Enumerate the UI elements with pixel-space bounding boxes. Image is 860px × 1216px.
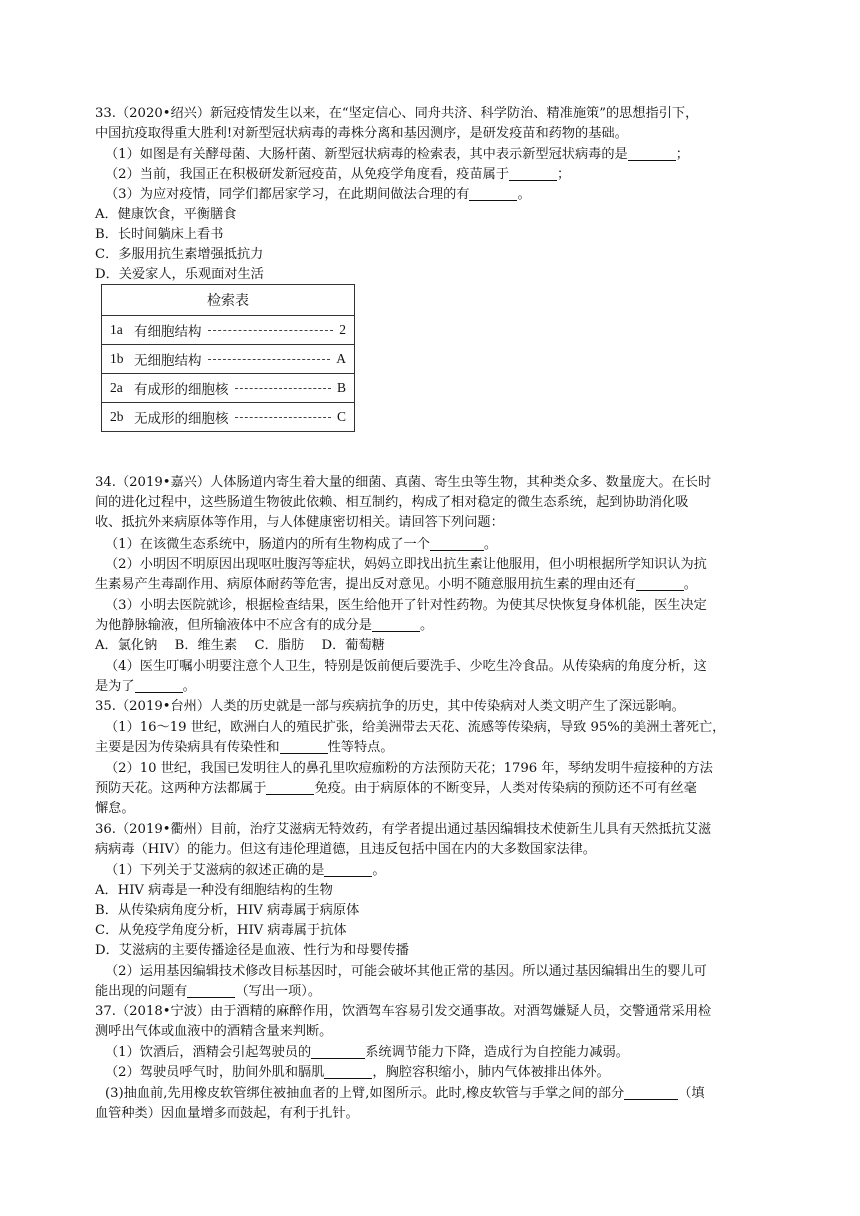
q33-option-c: C．多服用抗生素增强抵抗力	[95, 247, 264, 262]
key-table-row: 2a 有成形的细胞核 B	[102, 374, 355, 403]
q33-stem-line-1: 33.（2020•绍兴）新冠疫情发生以来，在“坚定信心、同舟共济、科学防治、精准施策”的思想指引下，	[95, 106, 699, 121]
q33-sub-1: （1）如图是有关酵母菌、大肠杆菌、新型冠状病毒的检索表，其中表示新型冠状病毒的是 ；	[105, 147, 689, 162]
q35-stem-line-1: 35.（2019•台州）人类的历史就是一部与疾病抗争的历史，其中传染病对人类文明产生了深远影响。	[95, 699, 685, 714]
q36-option-d: D．艾滋病的主要传播途径是血液、性行为和母婴传播	[95, 943, 409, 958]
answer-blank[interactable]	[430, 536, 484, 551]
answer-blank[interactable]	[469, 186, 517, 201]
key-table-title: 检索表	[102, 285, 355, 316]
q36-stem-line-2: 病病毒（HIV）的能力。但这有违伦理道德，且违反包括中国在内的大多数国家法律。	[95, 842, 596, 857]
answer-blank[interactable]	[266, 780, 314, 795]
q37-stem-line-2: 测呼出气体或血液中的酒精含量来判断。	[95, 1024, 333, 1039]
q35-sub-1-cont: 主要是因为传染病具有传染性和 性等特点。	[95, 740, 394, 755]
q34-sub-2-cont: 生素易产生毒副作用、病原体耐药等危害，提出反对意见。小明不随意服用抗生素的理由还有 。	[95, 577, 697, 592]
q34-sub-2: （2）小明因不明原因出现呕吐腹泻等症状，妈妈立即找出抗生素让他服用，但小明根据所学知识认为抗	[105, 557, 707, 572]
q34-sub-3-cont: 为他静脉输液，但所输液体中不应含有的成分是 。	[95, 618, 434, 633]
key-table	[101, 284, 355, 432]
q34-sub-4-cont: 是为了 。	[95, 679, 196, 694]
answer-blank[interactable]	[628, 146, 676, 161]
key-table-row: 1a 有细胞结构 2	[102, 316, 355, 345]
answer-blank[interactable]	[509, 166, 557, 181]
q36-sub-1: （1）下列关于艾滋病的叙述正确的是 。	[105, 863, 386, 878]
q33-sub-2: （2）当前，我国正在积极研发新冠疫苗，从免疫学角度看，疫苗属于 ；	[105, 167, 571, 182]
key-table-row: 2b 无成形的细胞核 C	[102, 403, 355, 432]
answer-blank[interactable]	[324, 862, 372, 877]
q33-sub-3: （3）为应对疫情，同学们都居家学习，在此期间做法合理的有 。	[105, 187, 531, 202]
q33-stem-line-2: 中国抗疫取得重大胜利!对新型冠状病毒的毒株分离和基因测序，是研发疫苗和药物的基础。	[95, 126, 628, 141]
q36-sub-2-cont: 能出现的问题有 （写出一项）。	[95, 984, 322, 999]
q36-sub-2: （2）运用基因编辑技术修改目标基因时，可能会破坏其他正常的基因。所以通过基因编辑出生的婴儿可	[105, 964, 707, 979]
answer-blank[interactable]	[372, 617, 420, 632]
answer-blank[interactable]	[636, 576, 684, 591]
q35-sub-2-end: 懈怠。	[95, 801, 135, 816]
q34-options: A．氯化钠 B．维生素 C．脂肪 D．葡萄糖	[95, 638, 385, 653]
answer-blank[interactable]	[280, 739, 328, 754]
q37-stem-line-1: 37.（2018•宁波）由于酒精的麻醉作用，饮酒驾车容易引发交通事故。对酒驾嫌疑人员，交警通常采用检	[95, 1004, 712, 1019]
q34-stem-line-3: 收、抵抗外来病原体等作用，与人体健康密切相关。请回答下列问题：	[95, 515, 504, 530]
q35-sub-1: （1）16～19 世纪，欧洲白人的殖民扩张，给美洲带去天花、流感等传染病，导致 95%的美洲土著死亡，	[105, 720, 726, 735]
answer-blank[interactable]	[324, 1064, 372, 1079]
q34-sub-4: （4）医生叮嘱小明要注意个人卫生，特别是饭前便后要洗手、少吃生冷食品。从传染病的角度分析，这	[105, 659, 707, 674]
answer-blank[interactable]	[624, 1085, 678, 1100]
answer-blank[interactable]	[187, 983, 235, 998]
q36-option-c: C．从免疫学角度分析，HIV 病毒属于抗体	[95, 923, 347, 938]
q36-option-a: A．HIV 病毒是一种没有细胞结构的生物	[95, 883, 333, 898]
q34-stem-line-2: 间的进化过程中，这些肠道生物彼此依赖、相互制约，构成了相对稳定的微生态系统，起到协助消化吸	[95, 495, 689, 510]
q33-option-a: A．健康饮食，平衡膳食	[95, 207, 237, 222]
q37-sub-1: （1）饮酒后，酒精会引起驾驶员的 系统调节能力下降，造成行为自控能力减弱。	[105, 1045, 629, 1060]
q34-sub-1: （1）在该微生态系统中，肠道内的所有生物构成了一个 。	[105, 537, 498, 552]
q35-sub-2: （2）10 世纪，我国已发明往人的鼻孔里吹痘痂粉的方法预防天花；1796 年，琴纳发明牛痘接种的方法	[105, 761, 713, 776]
key-table-row: 1b 无细胞结构 A	[102, 345, 355, 374]
q33-option-b: B．长时间躺床上看书	[95, 227, 224, 242]
q33-option-d: D．关爱家人，乐观面对生活	[95, 267, 264, 282]
q37-sub-3: (3)抽血前,先用橡皮软管绑住被抽血者的上臂,如图所示。此时,橡皮软管与手掌之间的部分 （填	[105, 1086, 705, 1101]
q34-sub-3: （3）小明去医院就诊，根据检查结果，医生给他开了针对性药物。为使其尽快恢复身体机能，医生决定	[105, 598, 707, 613]
q37-sub-2: （2）驾驶员呼气时，肋间外肌和膈肌 ，胸腔容积缩小，肺内气体被排出体外。	[105, 1065, 610, 1080]
q35-sub-2-cont: 预防天花。这两种方法都属于 免疫。由于病原体的不断变异，人类对传染病的预防还不可有丝毫	[95, 781, 697, 796]
answer-blank[interactable]	[311, 1044, 365, 1059]
q36-option-b: B．从传染病角度分析，HIV 病毒属于病原体	[95, 903, 360, 918]
answer-blank[interactable]	[135, 678, 183, 693]
q34-stem-line-1: 34.（2019•嘉兴）人体肠道内寄生着大量的细菌、真菌、寄生虫等生物，其种类众多、数量庞大。在长时	[95, 475, 712, 490]
q37-sub-3-cont: 血管种类）因血量增多而鼓起，有利于扎针。	[95, 1106, 359, 1121]
q36-stem-line-1: 36.（2019•衢州）目前，治疗艾滋病无特效药，有学者提出通过基因编辑技术使新生儿具有天然抵抗艾滋	[95, 822, 712, 837]
